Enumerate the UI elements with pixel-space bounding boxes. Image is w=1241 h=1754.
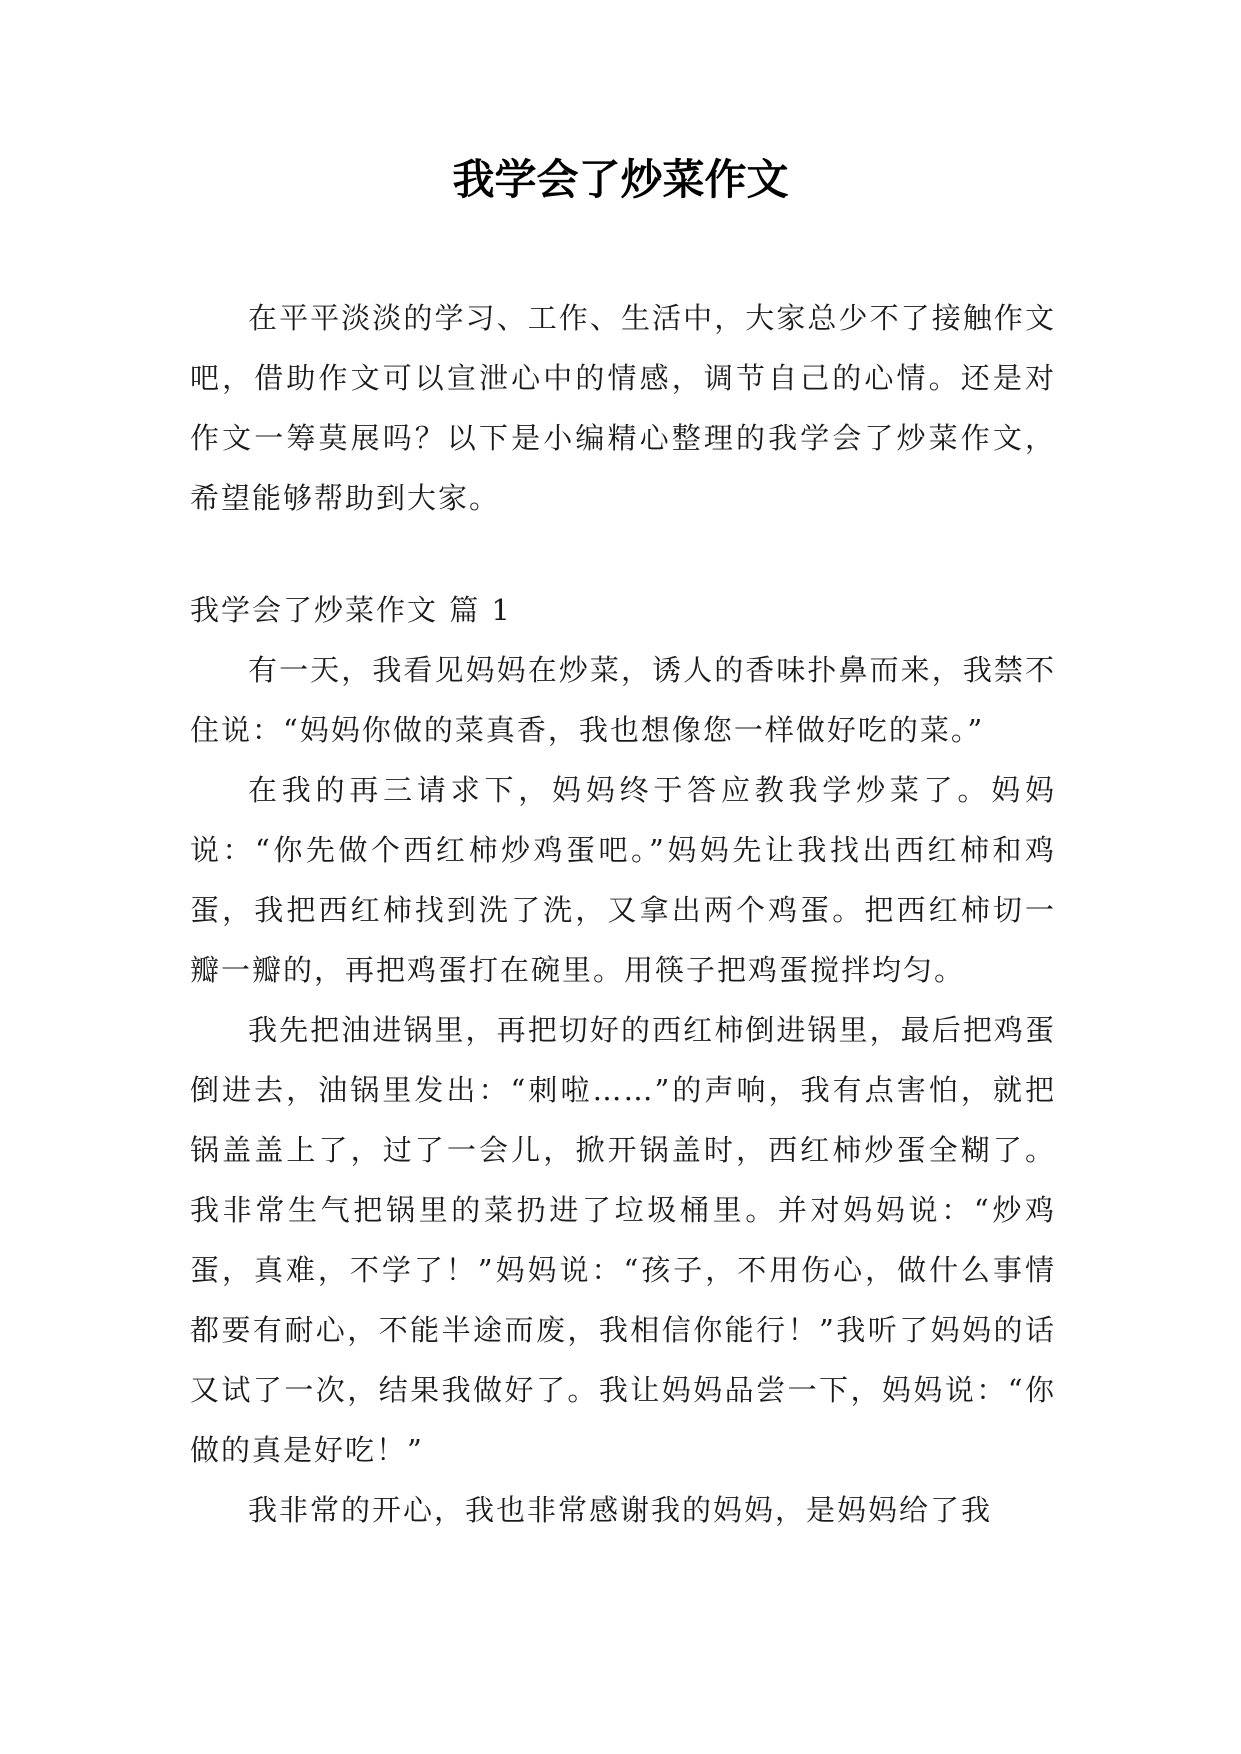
intro-paragraph: 在平平淡淡的学习、工作、生活中，大家总少不了接触作文吧，借助作文可以宣泄心中的情感，调节自己的心情。还是对作文一筹莫展吗？以下是小编精心整理的我学会了炒菜作文，希望能够帮助到大家。 — [190, 301, 1056, 515]
document-body — [190, 288, 1056, 1540]
section-heading: 我学会了炒菜作文 篇 1 — [190, 593, 512, 627]
body-paragraph: 有一天，我看见妈妈在炒菜，诱人的香味扑鼻而来，我禁不住说：“妈妈你做的菜真香，我也想像您一样做好吃的菜。” — [190, 653, 1056, 747]
document-title: 我学会了炒菜作文 — [452, 155, 789, 204]
body-paragraph: 我先把油进锅里，再把切好的西红柿倒进锅里，最后把鸡蛋倒进去，油锅里发出：“刺啦……”的声响，我有点害怕，就把锅盖盖上了，过了一会儿，掀开锅盖时，西红柿炒蛋全糊了。我非常生气把锅里的菜扔进了垃圾桶里。并对妈妈说：“炒鸡蛋，真难，不学了！”妈妈说：“孩子，不用伤心，做什么事情都要有耐心，不能半途而废，我相信你能行！”我听了妈妈的话又试了一次，结果我做好了。我让妈妈品尝一下，妈妈说：“你做的真是好吃！” — [190, 1013, 1056, 1467]
body-paragraph: 在我的再三请求下，妈妈终于答应教我学炒菜了。妈妈说：“你先做个西红柿炒鸡蛋吧。”妈妈先让我找出西红柿和鸡蛋，我把西红柿找到洗了洗，又拿出两个鸡蛋。把西红柿切一瓣一瓣的，再把鸡蛋打在碗里。用筷子把鸡蛋搅拌均匀。 — [190, 773, 1056, 987]
body-paragraph: 我非常的开心，我也非常感谢我的妈妈，是妈妈给了我 — [248, 1493, 993, 1527]
